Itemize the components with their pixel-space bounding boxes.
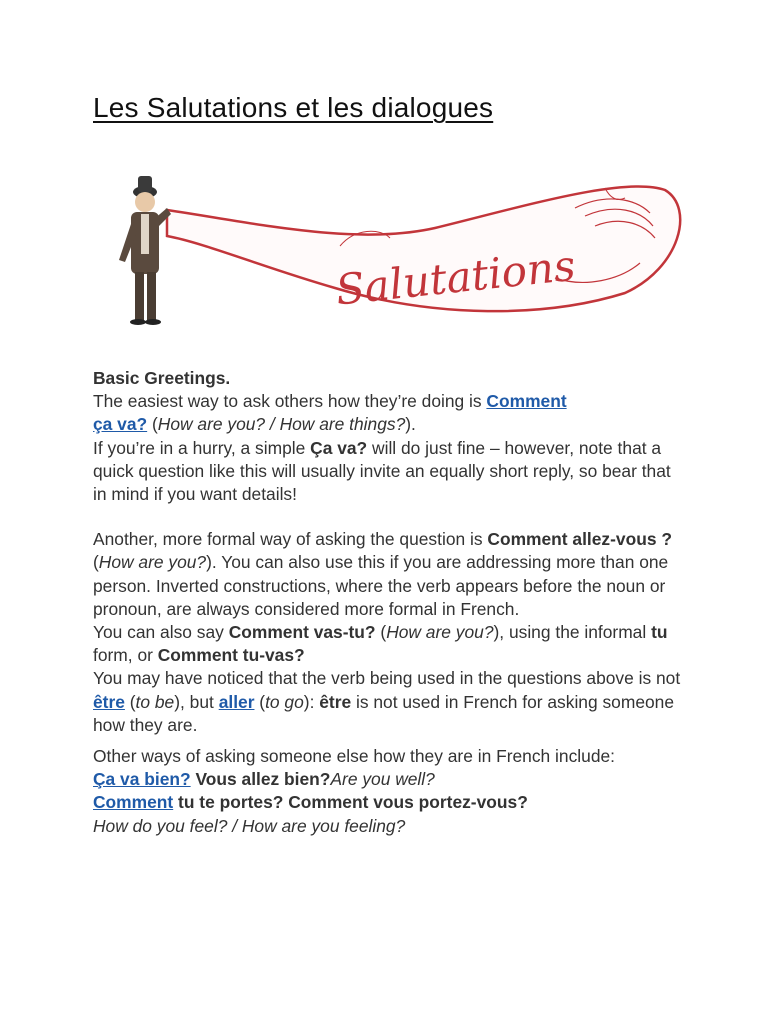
- paragraph-1: The easiest way to ask others how they’re doing is Comment ça va? (How are you? / How are things?).: [93, 391, 567, 435]
- article-body: [93, 367, 683, 838]
- salutations-illustration: [105, 168, 685, 360]
- page-title: Les Salutations et les dialogues: [93, 92, 494, 123]
- link-aller[interactable]: aller: [218, 691, 255, 712]
- paragraph-5: You may have noticed that the verb being used in the questions above is not être (to be), but aller (to go): être is not used in French for asking someone how they are.: [93, 668, 681, 735]
- paragraph-3: Another, more formal way of asking the question is Comment allez-vous ? (How are you?). You can also use this if you are addressing more than one person. Inverted constructions, where the verb appears before the noun or pronoun, are always considered more formal in French.: [93, 529, 672, 619]
- banner-text: Salutations: [333, 240, 578, 315]
- paragraph-2: If you’re in a hurry, a simple Ça va? will do just fine – however, note that a quick question like this will usually invite an equally short reply, so bear that in mind if you want details!: [93, 437, 671, 505]
- link-ca-va-bien[interactable]: Ça va bien?: [93, 769, 191, 790]
- link-comment[interactable]: Comment: [93, 792, 174, 813]
- man-figure: [119, 176, 171, 325]
- link-etre[interactable]: être: [93, 691, 125, 712]
- section-heading: Basic Greetings.: [93, 368, 231, 388]
- paragraph-7: Ça va bien? Vous allez bien?Are you well?: [93, 769, 435, 790]
- link-comment-ca-va[interactable]: Comment ça va?: [93, 391, 567, 435]
- paragraph-9: How do you feel? / How are you feeling?: [93, 815, 406, 836]
- paragraph-6: Other ways of asking someone else how they are in French include:: [93, 746, 615, 767]
- paragraph-4: You can also say Comment vas-tu? (How are you?), using the informal tu form, or Comment tu-vas?: [93, 622, 668, 666]
- paragraph-8: Comment tu te portes? Comment vous portez-vous?: [93, 792, 528, 813]
